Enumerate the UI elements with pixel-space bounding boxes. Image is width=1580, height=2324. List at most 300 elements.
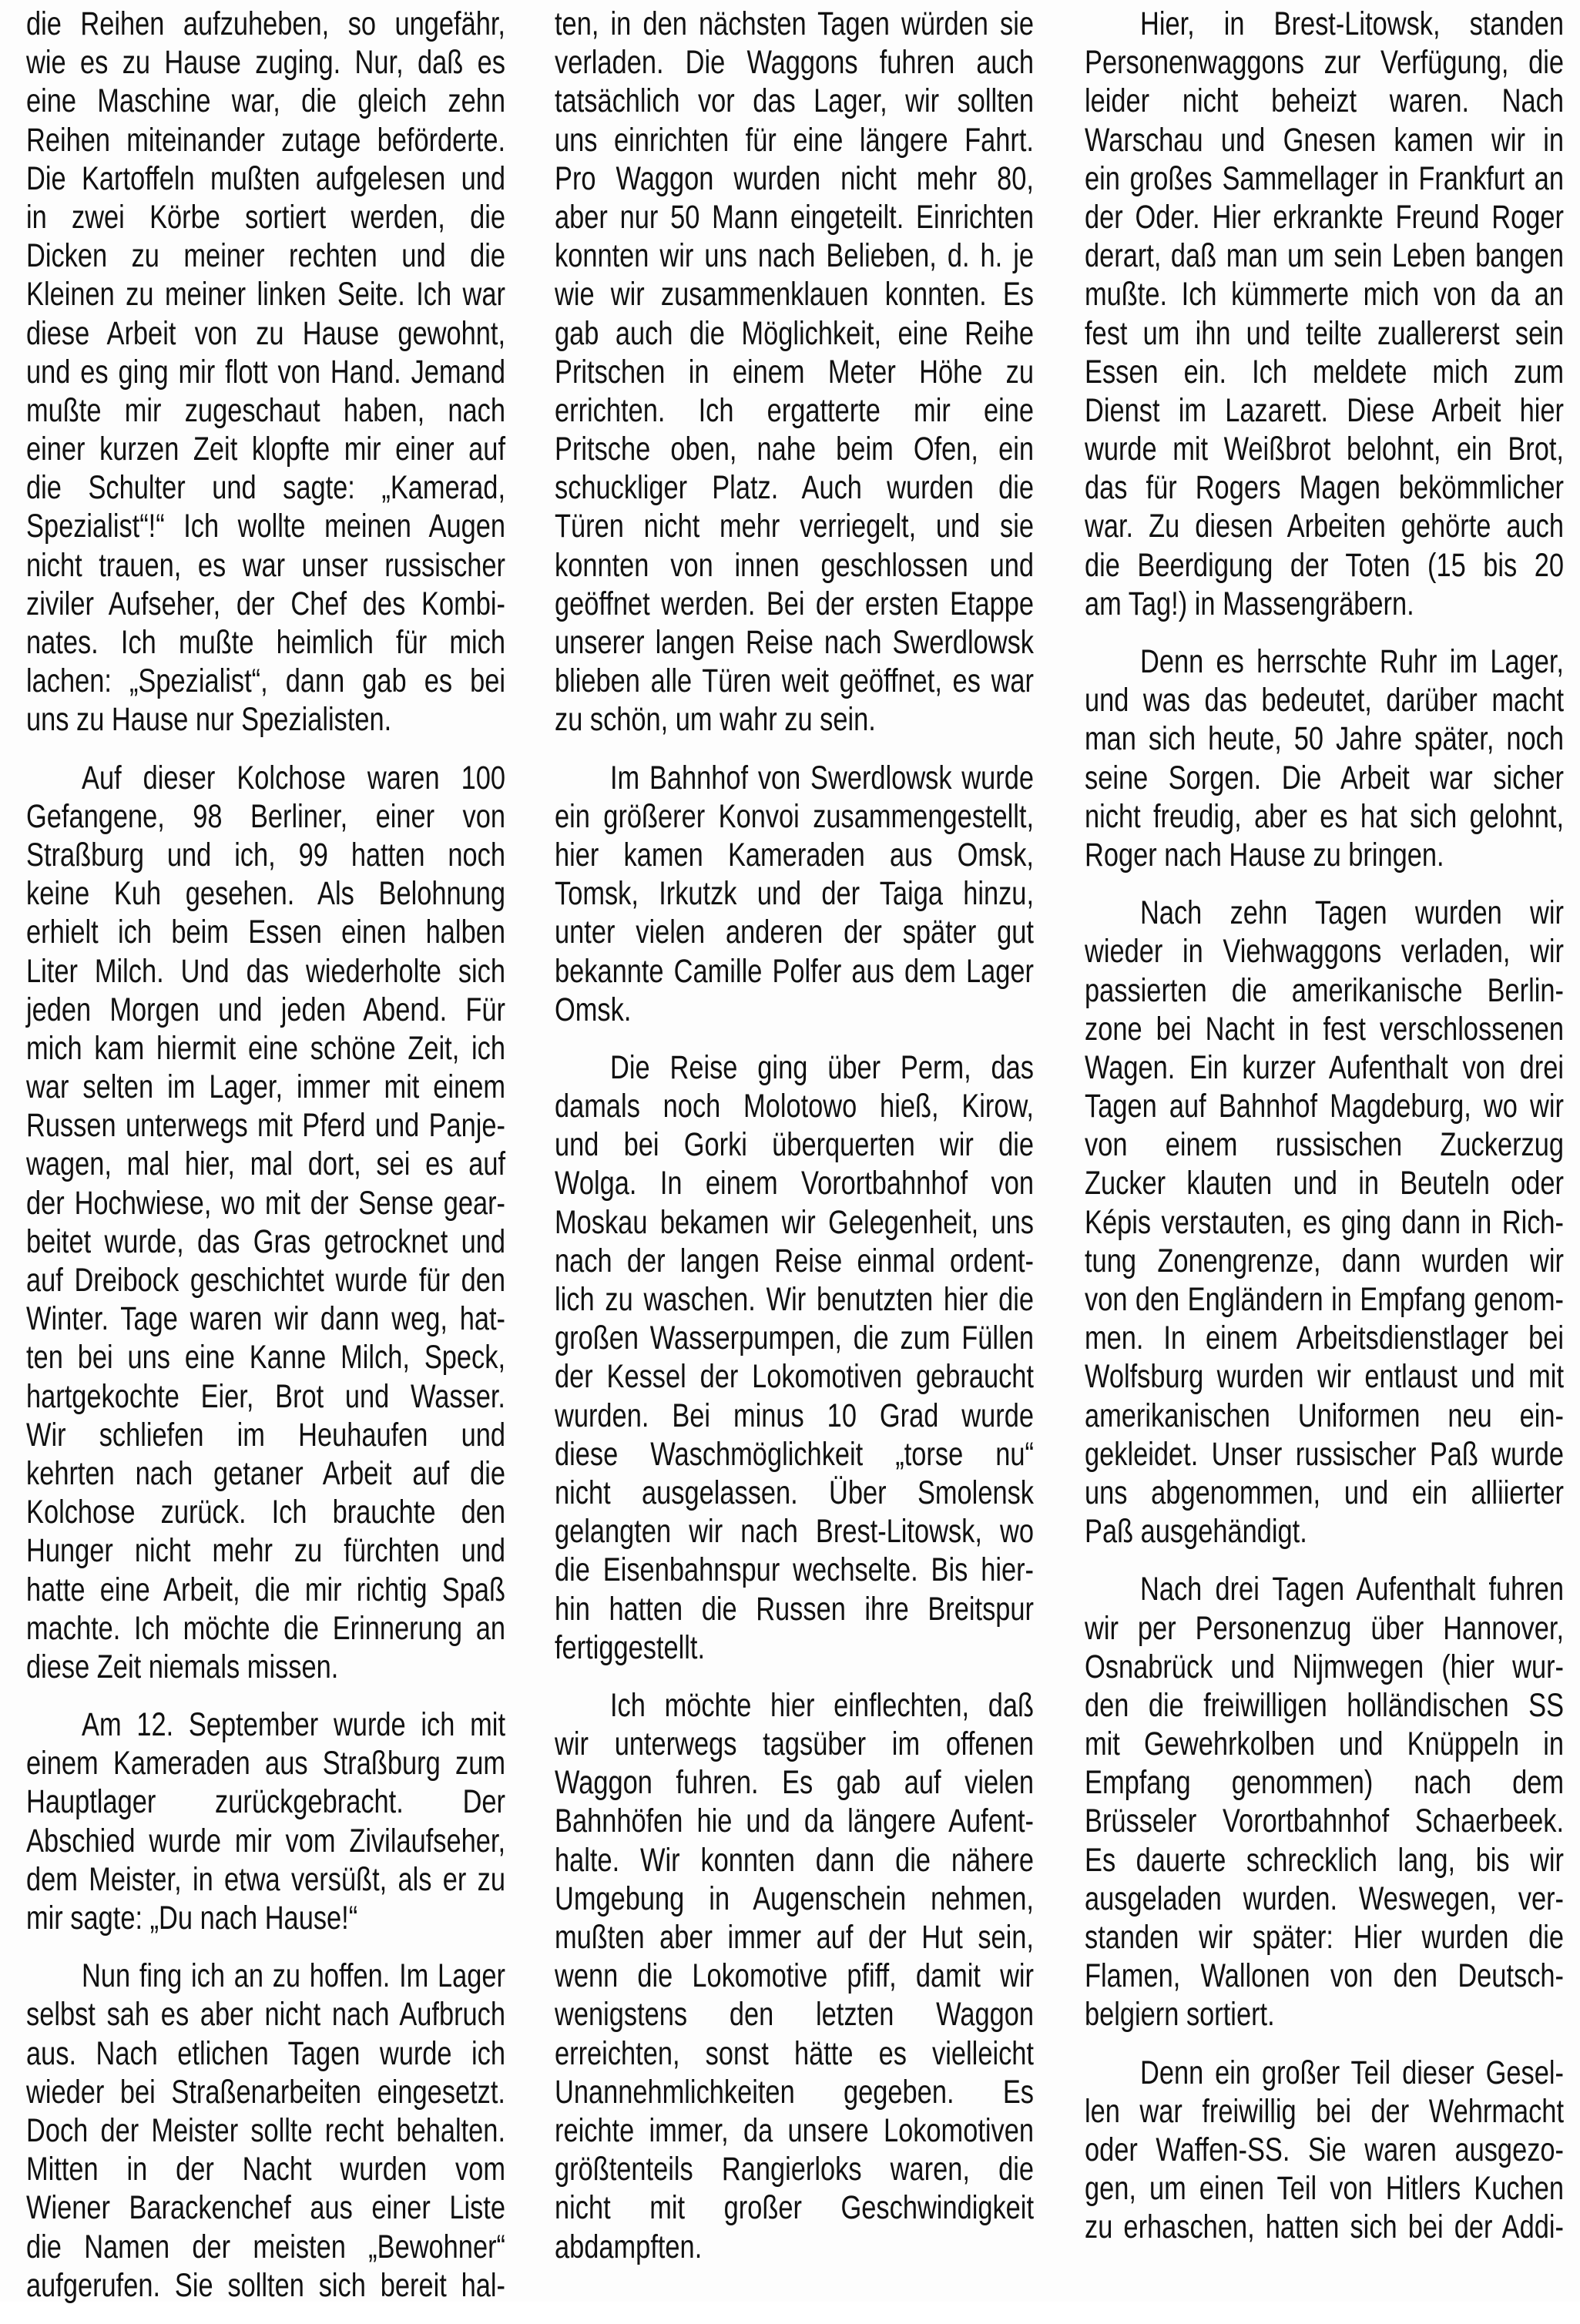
text-line-content: aber nur 50 Mann eingeteilt. Einrichten	[555, 198, 1035, 236]
text-line-content: konnten wir uns nach Belieben, d. h. je	[555, 237, 1034, 275]
text-line-content: Kleinen zu meiner linken Seite. Ich war	[26, 276, 505, 314]
paragraph	[1085, 2054, 1564, 2247]
text-line	[1085, 1802, 1564, 1840]
text-line-content: wurden. Bei minus 10 Grad wurde	[555, 1397, 1035, 1434]
text-line	[1085, 1474, 1564, 1512]
text-line-content: war. Zu diesen Arbeiten gehörte auch	[1085, 508, 1565, 545]
text-line	[555, 836, 1034, 874]
text-line-content: damals noch Molotowo hieß, Kirow,	[555, 1088, 1034, 1125]
text-line-content: selbst sah es aber nicht nach Aufbruch	[26, 1996, 506, 2034]
text-line	[555, 314, 1034, 353]
text-line-content: Wiener Barackenchef aus einer Liste	[26, 2189, 505, 2227]
paragraph	[1085, 894, 1564, 1551]
text-line	[26, 585, 505, 623]
text-line	[1085, 1125, 1564, 1164]
text-line-content: die Eisenbahnspur wechselte. Bis hier-	[555, 1551, 1035, 1589]
text-line	[555, 1957, 1034, 1995]
text-line-content: fest um ihn und teilte zuallererst sein	[1085, 314, 1564, 352]
text-line	[555, 1125, 1034, 1164]
text-line-content: Umgebung in Augenschein nehmen,	[555, 1880, 1034, 1917]
text-line	[26, 353, 505, 391]
text-line-content: Hier, in Brest-Litowsk, standen	[1140, 5, 1564, 42]
text-line-content: gab auch die Möglichkeit, eine Reihe	[555, 314, 1034, 352]
text-line-content: der Oder. Hier erkrankte Freund Roger	[1085, 198, 1564, 236]
text-line	[1085, 2054, 1564, 2092]
text-line	[26, 1261, 505, 1299]
text-line-content: ziviler Aufseher, der Chef des Kombi-	[26, 585, 505, 622]
text-line-content: wieder bei Straßenarbeiten eingesetzt.	[26, 2073, 505, 2111]
text-line-content: wagen, mal hier, mal dort, sei es auf	[26, 1145, 506, 1183]
text-line-content: lich zu waschen. Wir benutzten hier die	[555, 1281, 1034, 1318]
text-line-content: nicht trauen, es war unser russischer	[26, 546, 505, 584]
text-line-content: Nun fing ich an zu hoffen. Im Lager	[82, 1957, 505, 1995]
text-line	[1085, 1357, 1564, 1396]
text-line	[555, 1512, 1034, 1551]
text-line-content: gelangten wir nach Brest-Litowsk, wo	[555, 1513, 1034, 1551]
text-line	[1085, 971, 1564, 1010]
text-line	[26, 700, 505, 739]
text-line-content: war selten im Lager, immer mit einem	[26, 1068, 505, 1106]
text-line-content: nach der langen Reise einmal ordent-	[555, 1242, 1035, 1279]
text-line	[1085, 1048, 1564, 1087]
text-line-content: man sich heute, 50 Jahre später, noch	[1085, 720, 1564, 758]
text-line	[555, 1319, 1034, 1357]
text-line	[26, 1416, 505, 1454]
text-line-content: Russen unterwegs mit Pferd und Panje-	[26, 1107, 506, 1145]
paragraph	[26, 1705, 505, 1937]
text-line	[1085, 1570, 1564, 1608]
paragraph	[1085, 5, 1564, 623]
text-line	[26, 1899, 505, 1937]
text-line-content: einem Kameraden aus Straßburg zum	[26, 1745, 505, 1782]
text-line	[555, 1164, 1034, 1202]
text-line	[555, 430, 1034, 468]
text-line-content: von den Engländern in Empfang genom-	[1085, 1281, 1564, 1318]
text-line	[555, 700, 1034, 739]
text-line-content: len war freiwillig bei der Wehrmacht	[1085, 2092, 1565, 2130]
text-line	[555, 2073, 1034, 2111]
text-line-content: Osnabrück und Nijmwegen (hier wur-	[1085, 1648, 1564, 1685]
text-line	[555, 759, 1034, 797]
text-line-content: das für Rogers Magen bekömmlicher	[1085, 469, 1565, 507]
text-line	[26, 2188, 505, 2227]
text-line-content: aus. Nach etlichen Tagen wurde ich	[26, 2034, 505, 2072]
text-line	[26, 2228, 505, 2266]
text-line-content: uns zu Hause nur Spezialisten.	[26, 701, 392, 739]
text-line	[26, 1957, 505, 1995]
text-line-content: ein großes Sammellager in Frankfurt an	[1085, 159, 1565, 197]
text-line	[26, 1822, 505, 1860]
text-line	[555, 468, 1034, 507]
text-line-content: Türen nicht mehr verriegelt, und sie	[555, 508, 1034, 545]
text-line-content: Straßburg und ich, 99 hatten noch	[26, 836, 506, 874]
text-line	[1085, 797, 1564, 836]
text-line	[26, 1705, 505, 1744]
text-line-content: belgiern sortiert.	[1085, 1996, 1275, 2034]
text-line-content: uns einrichten für eine längere Fahrt.	[555, 121, 1034, 159]
text-line	[1085, 1280, 1564, 1319]
text-line	[555, 82, 1034, 120]
text-line-content: hartgekochte Eier, Brot und Wasser.	[26, 1377, 505, 1415]
text-line	[26, 1571, 505, 1609]
text-line-content: größtenteils Rangierloks waren, die	[555, 2151, 1034, 2188]
text-line	[1085, 275, 1564, 314]
text-line	[555, 1918, 1034, 1957]
text-line-content: auf Dreibock geschichtet wurde für den	[26, 1262, 505, 1299]
text-line-content: tatsächlich vor das Lager, wir sollten	[555, 82, 1034, 120]
text-line	[1085, 546, 1564, 585]
text-line	[555, 1995, 1034, 2034]
text-line	[555, 2228, 1034, 2266]
text-line-content: Pritschen in einem Meter Höhe zu	[555, 353, 1034, 391]
text-line-content: diese Waschmöglichkeit „torse nu“	[555, 1435, 1034, 1473]
text-line	[26, 913, 505, 951]
text-line	[26, 82, 505, 120]
text-line	[555, 1590, 1034, 1628]
text-line-content: geöffnet werden. Bei der ersten Etappe	[555, 585, 1034, 622]
text-line	[555, 275, 1034, 314]
text-line-content: Nach zehn Tagen wurden wir	[1140, 894, 1564, 932]
text-line-content: Unannehmlichkeiten gegeben. Es	[555, 2073, 1034, 2111]
text-line	[1085, 1880, 1564, 1918]
text-line-content: am Tag!) in Massengräbern.	[1085, 585, 1414, 622]
text-line-content: wir per Personenzug über Hannover,	[1085, 1609, 1565, 1647]
text-line-content: standen wir später: Hier wurden die	[1085, 1919, 1564, 1956]
text-line-content: Roger nach Hause zu bringen.	[1085, 836, 1444, 874]
text-line-content: Reihen miteinander zutage beförderte.	[26, 121, 506, 159]
text-line-content: Hunger nicht mehr zu fürchten und	[26, 1532, 505, 1570]
text-line	[1085, 894, 1564, 932]
text-line-content: der Hochwiese, wo mit der Sense gear-	[26, 1184, 505, 1222]
text-line-content: gen, um einen Teil von Hitlers Kuchen	[1085, 2170, 1564, 2208]
text-line-content: Nach drei Tagen Aufenthalt fuhren	[1140, 1571, 1564, 1608]
text-line	[1085, 2208, 1564, 2246]
paragraph	[1085, 1570, 1564, 2034]
text-line	[26, 1184, 505, 1222]
text-line-content: Am 12. September wurde ich mit	[82, 1706, 506, 1744]
text-line	[555, 507, 1034, 545]
text-line	[1085, 1435, 1564, 1474]
text-line	[26, 759, 505, 797]
text-line	[1085, 121, 1564, 159]
text-line-content: machte. Ich möchte die Erinnerung an	[26, 1609, 505, 1647]
text-line	[26, 1493, 505, 1531]
text-line	[555, 1087, 1034, 1125]
text-line	[1085, 836, 1564, 874]
text-line-content: seine Sorgen. Die Arbeit war sicher	[1085, 759, 1565, 796]
paragraph	[555, 1048, 1034, 1667]
text-line	[555, 952, 1034, 991]
text-line	[555, 874, 1034, 913]
text-line	[1085, 1995, 1564, 2034]
text-line-content: amerikanischen Uniformen neu ein-	[1085, 1397, 1564, 1434]
text-line	[26, 236, 505, 275]
text-column-3	[1085, 5, 1564, 2266]
text-line	[26, 2266, 505, 2305]
text-line-content: eine Maschine war, die gleich zehn	[26, 82, 505, 120]
text-line-content: wurde mit Weißbrot belohnt, ein Brot,	[1085, 431, 1564, 468]
text-line-content: Wir schliefen im Heuhaufen und	[26, 1416, 505, 1454]
text-line	[555, 1628, 1034, 1667]
text-line	[555, 623, 1034, 662]
paragraph	[26, 5, 505, 739]
text-line	[1085, 1763, 1564, 1802]
text-line-content: ten, in den nächsten Tagen würden sie	[555, 5, 1035, 42]
text-line	[555, 1357, 1034, 1396]
text-line	[1085, 1686, 1564, 1725]
text-line	[1085, 1010, 1564, 1048]
paragraph	[26, 759, 505, 1687]
text-line-content: die Namen der meisten „Bewohner“	[26, 2228, 505, 2265]
text-line	[555, 913, 1034, 951]
text-line-content: in zwei Körbe sortiert werden, die	[26, 198, 505, 236]
text-line-content: wie wir zusammenklauen konnten. Es	[555, 276, 1035, 314]
text-line	[26, 1377, 505, 1416]
text-line-content: nates. Ich mußte heimlich für mich	[26, 624, 505, 661]
text-line-content: und was das bedeutet, darüber macht	[1085, 682, 1565, 719]
text-line-content: Brüsseler Vorortbahnhof Schaerbeek.	[1085, 1803, 1565, 1840]
text-line-content: Doch der Meister sollte recht behalten.	[26, 2111, 505, 2149]
text-line	[26, 797, 505, 836]
paragraph	[26, 1957, 505, 2305]
text-line	[555, 353, 1034, 391]
text-line-content: erreichten, sonst hätte es vielleicht	[555, 2034, 1034, 2072]
text-line-content: errichten. Ich ergatterte mir eine	[555, 391, 1035, 429]
text-line	[1085, 1512, 1564, 1551]
text-line-content: wieder in Viehwaggons verladen, wir	[1085, 933, 1565, 971]
text-line	[26, 1609, 505, 1648]
text-line	[1085, 314, 1564, 353]
text-line-content: fertiggestellt.	[555, 1628, 706, 1666]
text-line	[555, 2034, 1034, 2073]
text-line	[26, 121, 505, 159]
text-line-content: erhielt ich beim Essen einen halben	[26, 914, 505, 951]
text-line-content: wenigstens den letzten Waggon	[555, 1996, 1034, 2034]
text-line-content: ten bei uns eine Kanne Milch, Speck,	[26, 1339, 506, 1377]
text-line	[1085, 1203, 1564, 1242]
text-line-content: die Beerdigung der Toten (15 bis 20	[1085, 546, 1564, 584]
text-line-content: Bahnhöfen hie und da längere Aufent-	[555, 1803, 1034, 1840]
text-line	[1085, 1957, 1564, 1995]
text-line-content: kehrten nach getaner Arbeit auf die	[26, 1454, 506, 1492]
text-line-content: Wolfsburg wurden wir entlaust und mit	[1085, 1358, 1564, 1396]
text-line-content: Die Reise ging über Perm, das	[610, 1048, 1035, 1086]
text-line	[555, 1203, 1034, 1242]
text-line	[555, 1397, 1034, 1435]
text-line-content: mit Gewehrkolben und Knüppeln in	[1085, 1725, 1564, 1763]
text-line-content: uns abgenommen, und ein alliierter	[1085, 1474, 1564, 1511]
text-line-content: Warschau und Gnesen kamen wir in	[1085, 121, 1565, 159]
paragraph	[1085, 642, 1564, 874]
text-line	[1085, 468, 1564, 507]
text-line	[1085, 642, 1564, 681]
text-line	[555, 797, 1034, 836]
text-line-content: die Schulter und sagte: „Kamerad,	[26, 469, 505, 507]
text-line-content: Mitten in der Nacht wurden vom	[26, 2151, 505, 2188]
text-line-content: die Reihen aufzuheben, so ungefähr,	[26, 5, 505, 42]
text-line	[26, 1029, 505, 1068]
text-line	[555, 1242, 1034, 1280]
text-line-content: Wolga. In einem Vorortbahnhof von	[555, 1165, 1035, 1202]
text-line-content: wenn die Lokomotive pfiff, damit wir	[555, 1957, 1035, 1995]
text-line-content: lachen: „Spezialist“, dann gab es bei	[26, 662, 506, 700]
text-line-content: Flamen, Wallonen von den Deutsch-	[1085, 1957, 1564, 1995]
text-line-content: der Kessel der Lokomotiven gebraucht	[555, 1358, 1034, 1396]
text-line	[1085, 1725, 1564, 1763]
text-line-content: Gefangene, 98 Berliner, einer von	[26, 797, 505, 835]
text-line	[1085, 1609, 1564, 1648]
text-line-content: Essen ein. Ich meldete mich zum	[1085, 353, 1564, 391]
text-line-content: konnten von innen geschlossen und	[555, 546, 1034, 584]
text-line	[1085, 2131, 1564, 2169]
text-line-content: Ich möchte hier einflechten, daß	[610, 1686, 1034, 1724]
text-line	[1085, 585, 1564, 623]
text-line	[1085, 2092, 1564, 2131]
text-line-content: aufgerufen. Sie sollten sich bereit hal-	[26, 2266, 505, 2304]
text-line	[555, 546, 1034, 585]
text-line	[26, 43, 505, 82]
text-line	[555, 5, 1034, 43]
text-line	[26, 2034, 505, 2073]
text-line-content: wie es zu Hause zuging. Nur, daß es	[26, 44, 506, 82]
paragraph	[555, 759, 1034, 1029]
text-line	[555, 1763, 1034, 1802]
text-line-content: Tomsk, Irkutzk und der Taiga hinzu,	[555, 875, 1034, 913]
text-line-content: mußten aber immer auf der Hut sein,	[555, 1919, 1034, 1956]
paragraph	[555, 5, 1034, 739]
text-line	[555, 991, 1034, 1029]
text-line-content: Abschied wurde mir vom Zivilaufseher,	[26, 1822, 505, 1860]
text-line	[555, 2150, 1034, 2188]
text-line-content: mir sagte: „Du nach Hause!“	[26, 1900, 358, 1937]
text-line	[1085, 391, 1564, 430]
text-line-content: von einem russischen Zuckerzug	[1085, 1126, 1565, 1164]
text-line-content: Denn ein großer Teil dieser Gesel-	[1140, 2054, 1564, 2091]
text-line	[555, 585, 1034, 623]
text-line-content: abdampften.	[555, 2228, 703, 2265]
text-line	[26, 991, 505, 1029]
text-line-content: Dienst im Lazarett. Diese Arbeit hier	[1085, 391, 1565, 429]
text-line	[26, 1995, 505, 2034]
text-line-content: den die freiwilligen holländischen SS	[1085, 1686, 1565, 1724]
text-line	[26, 1454, 505, 1493]
text-line-content: Im Bahnhof von Swerdlowsk wurde	[610, 759, 1034, 796]
text-line	[26, 1860, 505, 1899]
text-line	[555, 1841, 1034, 1880]
text-line	[1085, 719, 1564, 758]
text-line-content: mich kam hiermit eine schöne Zeit, ich	[26, 1029, 505, 1067]
text-line-content: nicht freudig, aber es hat sich gelohnt,	[1085, 797, 1564, 835]
text-line	[26, 275, 505, 314]
text-line-content: hier kamen Kameraden aus Omsk,	[555, 836, 1034, 874]
text-line	[555, 662, 1034, 700]
text-line-content: reichte immer, da unsere Lokomotiven	[555, 2111, 1034, 2149]
text-line-content: Kolchose zurück. Ich brauchte den	[26, 1494, 506, 1531]
text-line	[1085, 932, 1564, 971]
text-line	[1085, 159, 1564, 198]
text-line	[555, 2111, 1034, 2150]
text-line	[555, 121, 1034, 159]
text-line	[1085, 681, 1564, 719]
text-line	[26, 1145, 505, 1183]
text-line-content: mußte. Ich kümmerte mich von da an	[1085, 276, 1565, 314]
text-line	[26, 1648, 505, 1686]
text-line	[1085, 1164, 1564, 1202]
text-line	[1085, 1242, 1564, 1280]
text-line-content: Wagen. Ein kurzer Aufenthalt von drei	[1085, 1048, 1564, 1086]
text-line	[555, 1686, 1034, 1725]
text-line-content: blieben alle Türen weit geöffnet, es war	[555, 662, 1035, 700]
text-line-content: ein größerer Konvoi zusammengestellt,	[555, 797, 1034, 835]
text-line	[1085, 198, 1564, 236]
text-line	[26, 1338, 505, 1377]
text-line	[555, 159, 1034, 198]
text-line	[555, 1435, 1034, 1474]
text-line	[1085, 5, 1564, 43]
text-line-content: mußte mir zugeschaut haben, nach	[26, 391, 505, 429]
text-line	[555, 1551, 1034, 1589]
text-line	[555, 1880, 1034, 1918]
text-line-content: leider nicht beheizt waren. Nach	[1085, 82, 1564, 120]
text-line	[1085, 353, 1564, 391]
text-line-content: ausgeladen wurden. Weswegen, ver-	[1085, 1880, 1564, 1917]
text-line	[555, 1280, 1034, 1319]
text-line-content: Auf dieser Kolchose waren 100	[82, 759, 505, 796]
text-line	[26, 1068, 505, 1106]
text-line	[26, 1744, 505, 1782]
text-line-content: oder Waffen-SS. Sie waren ausgezo-	[1085, 2131, 1564, 2168]
text-line-content: men. In einem Arbeitsdienstlager bei	[1085, 1320, 1564, 1357]
text-line	[1085, 1648, 1564, 1686]
text-line	[1085, 82, 1564, 120]
text-line-content: Omsk.	[555, 991, 632, 1028]
text-line-content: Hauptlager zurückgebracht. Der	[26, 1783, 505, 1821]
text-line	[26, 314, 505, 353]
text-line	[555, 198, 1034, 236]
text-line-content: nicht ausgelassen. Über Smolensk	[555, 1474, 1034, 1511]
text-line-content: halte. Wir konnten dann die nähere	[555, 1841, 1034, 1879]
text-line-content: schuckliger Platz. Auch wurden die	[555, 469, 1035, 507]
text-line-content: hatte eine Arbeit, die mir richtig Spaß	[26, 1571, 505, 1608]
text-line-content: Tagen auf Bahnhof Magdeburg, wo wir	[1085, 1088, 1564, 1125]
text-line	[26, 1106, 505, 1145]
text-line	[26, 198, 505, 236]
text-line-content: nicht mit großer Geschwindigkeit	[555, 2189, 1035, 2227]
text-line-content: gekleidet. Unser russischer Paß wurde	[1085, 1435, 1564, 1473]
text-line	[26, 1299, 505, 1338]
text-line	[1085, 1087, 1564, 1125]
text-line-content: Winter. Tage waren wir dann weg, hat-	[26, 1300, 505, 1338]
text-column-1	[26, 5, 505, 2324]
text-line	[26, 662, 505, 700]
text-line-content: wir unterwegs tagsüber im offenen	[555, 1725, 1035, 1763]
text-line	[26, 2073, 505, 2111]
text-line-content: Zucker klauten und in Beuteln oder	[1085, 1165, 1565, 1202]
text-line-content: Moskau bekamen wir Gelegenheit, uns	[555, 1203, 1035, 1241]
text-line-content: beitet wurde, das Gras getrocknet und	[26, 1222, 505, 1260]
text-line-content: Képis verstauten, es ging dann in Rich-	[1085, 1203, 1564, 1241]
text-line	[26, 546, 505, 585]
text-column-2	[555, 5, 1034, 2285]
text-line	[1085, 507, 1564, 545]
text-line-content: und bei Gorki überquerten wir die	[555, 1126, 1035, 1164]
text-line	[555, 1048, 1034, 1087]
paragraph	[555, 1686, 1034, 2266]
text-line	[555, 1474, 1034, 1512]
text-line-content: Es dauerte schrecklich lang, bis wir	[1085, 1841, 1565, 1879]
text-line	[555, 236, 1034, 275]
text-line-content: und es ging mir flott von Hand. Jemand	[26, 353, 505, 391]
